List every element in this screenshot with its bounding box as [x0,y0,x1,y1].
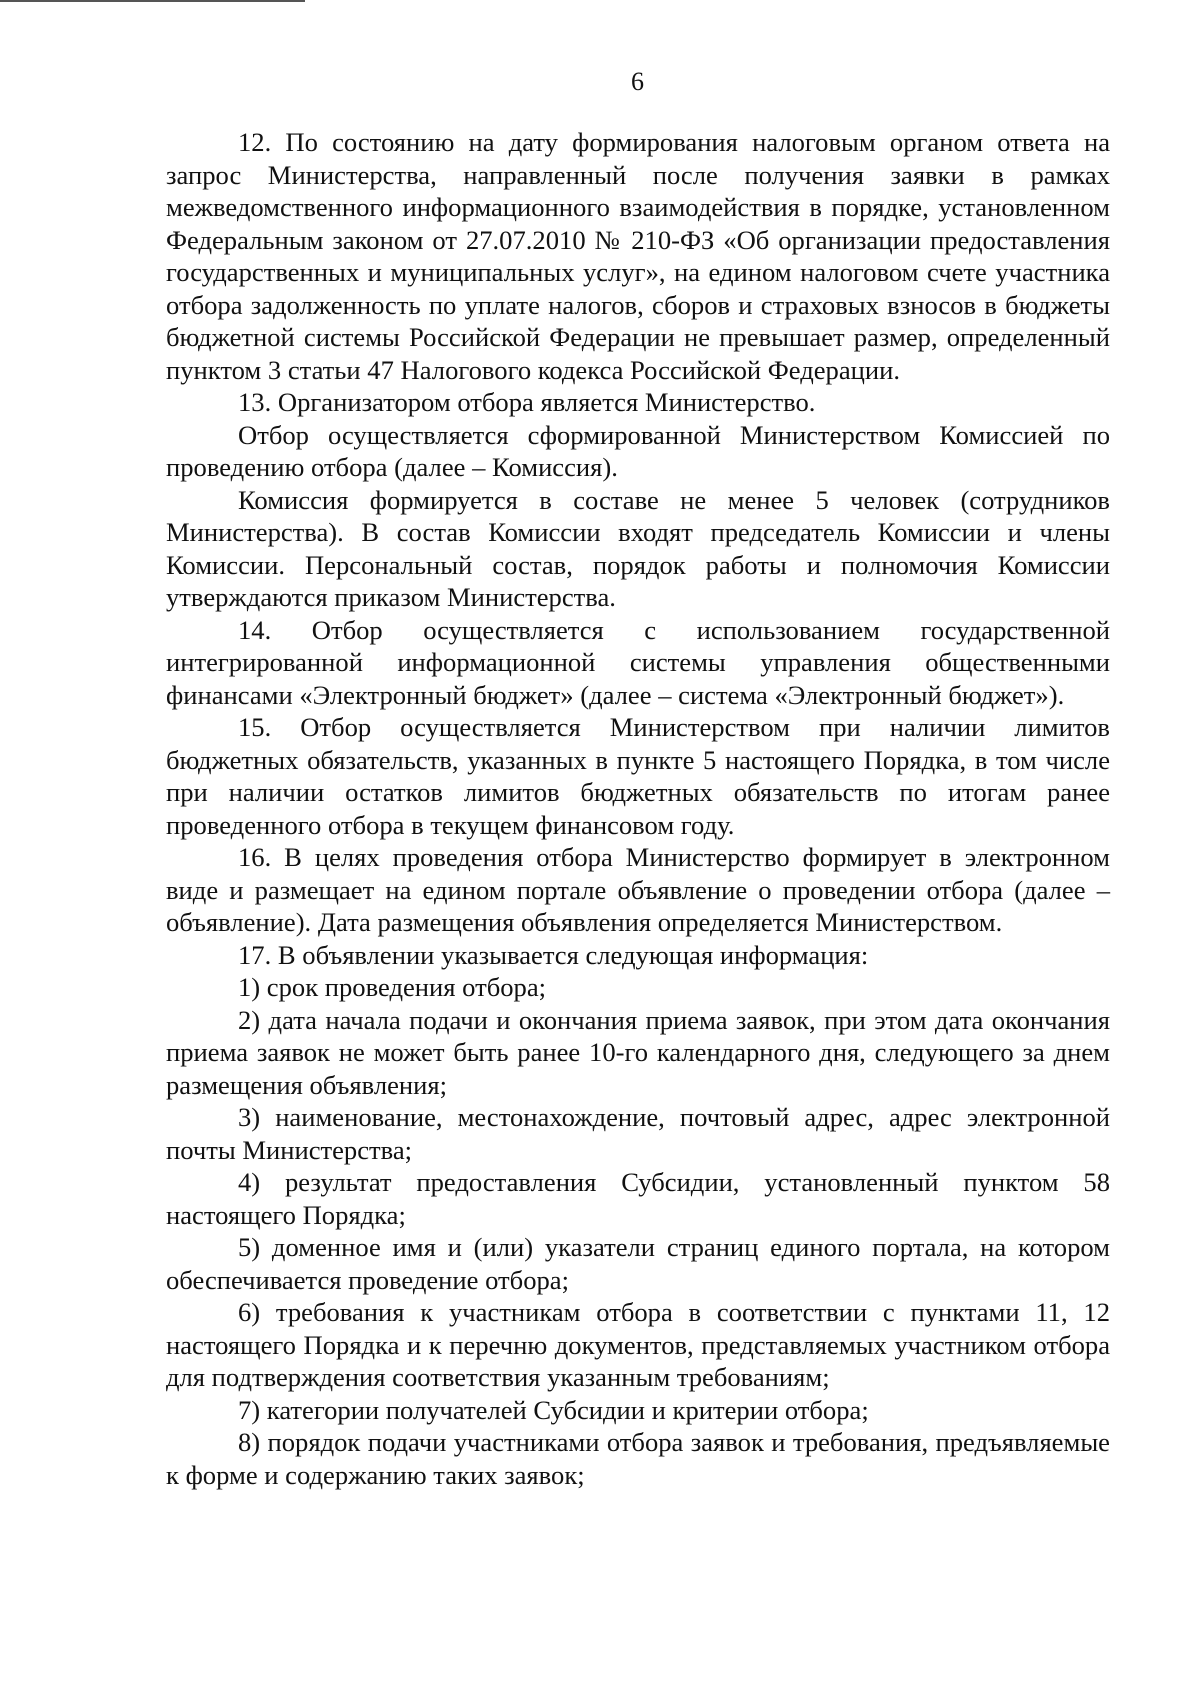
list-item-8: 8) порядок подачи участниками отбора заявок и требования, предъявляемые к форме и содержанию таких заявок; [166,1427,1110,1490]
paragraph-13-commission: Комиссия формируется в составе не менее 5 человек (сотрудников Министерства). В состав Комиссии входят председатель Комиссии и члены Комиссии. Персональный состав, порядок работы и полномочия Комиссии утверждаются приказом Министерства. [166,484,1110,612]
paragraph-17: 17. В объявлении указывается следующая информация: [238,939,869,970]
list-item-2: 2) дата начала подачи и окончания приема заявок, при этом дата окончания приема заявок не может быть ранее 10-го календарного дня, следующего за днем размещения объявления; [166,1004,1110,1100]
scan-edge-mark [0,0,305,2]
paragraph-14: 14. Отбор осуществляется с использованием государственной интегрированной информационной системы управления общественными финансами «Электронный бюджет» (далее – система «Электронный бюджет»). [166,614,1110,710]
list-item-5: 5) доменное имя и (или) указатели страниц единого портала, на котором обеспечивается проведение отбора; [166,1232,1110,1295]
document-body [166,126,1110,1491]
paragraph-12: 12. По состоянию на дату формирования налоговым органом ответа на запрос Министерства, направленный после получения заявки в рамках межведомственного информационного взаимодействия в порядке, установленном Федеральным законом от 27.07.2010 № 210-ФЗ «Об организации предоставления государственных и муниципальных услуг», на едином налоговом счете участника отбора задолженность по уплате налогов, сборов и страховых взносов в бюджеты бюджетной системы Российской Федерации не превышает размер, определенный пунктом 3 статьи 47 Налогового кодекса Российской Федерации. [166,127,1110,385]
paragraph-13: 13. Организатором отбора является Министерство. [238,387,816,417]
paragraph-15: 15. Отбор осуществляется Министерством при наличии лимитов бюджетных обязательств, указанных в пункте 5 настоящего Порядка, в том числе при наличии остатков лимитов бюджетных обязательств по итогам ранее проведенного отбора в текущем финансовом году. [166,712,1110,840]
list-item-1: 1) срок проведения отбора; [238,972,547,1002]
paragraph-16: 16. В целях проведения отбора Министерство формирует в электронном виде и размещает на едином портале объявление о проведении отбора (далее – объявление). Дата размещения объявления определяется Министерством. [166,842,1110,937]
page-number: 6 [631,67,644,96]
list-item-4: 4) результат предоставления Субсидии, установленный пунктом 58 настоящего Порядка; [166,1167,1110,1230]
paragraph-13-selection: Отбор осуществляется сформированной Министерством Комиссией по проведению отбора (далее – Комиссия). [166,419,1110,482]
list-item-7: 7) категории получателей Субсидии и критерии отбора; [238,1394,869,1425]
list-item-6: 6) требования к участникам отбора в соответствии с пунктами 11, 12 настоящего Порядка и к перечню документов, представляемых участником отбора для подтверждения соответствия указанным требованиям; [166,1297,1110,1392]
list-item-3: 3) наименование, местонахождение, почтовый адрес, адрес электронной почты Министерства; [166,1102,1110,1165]
